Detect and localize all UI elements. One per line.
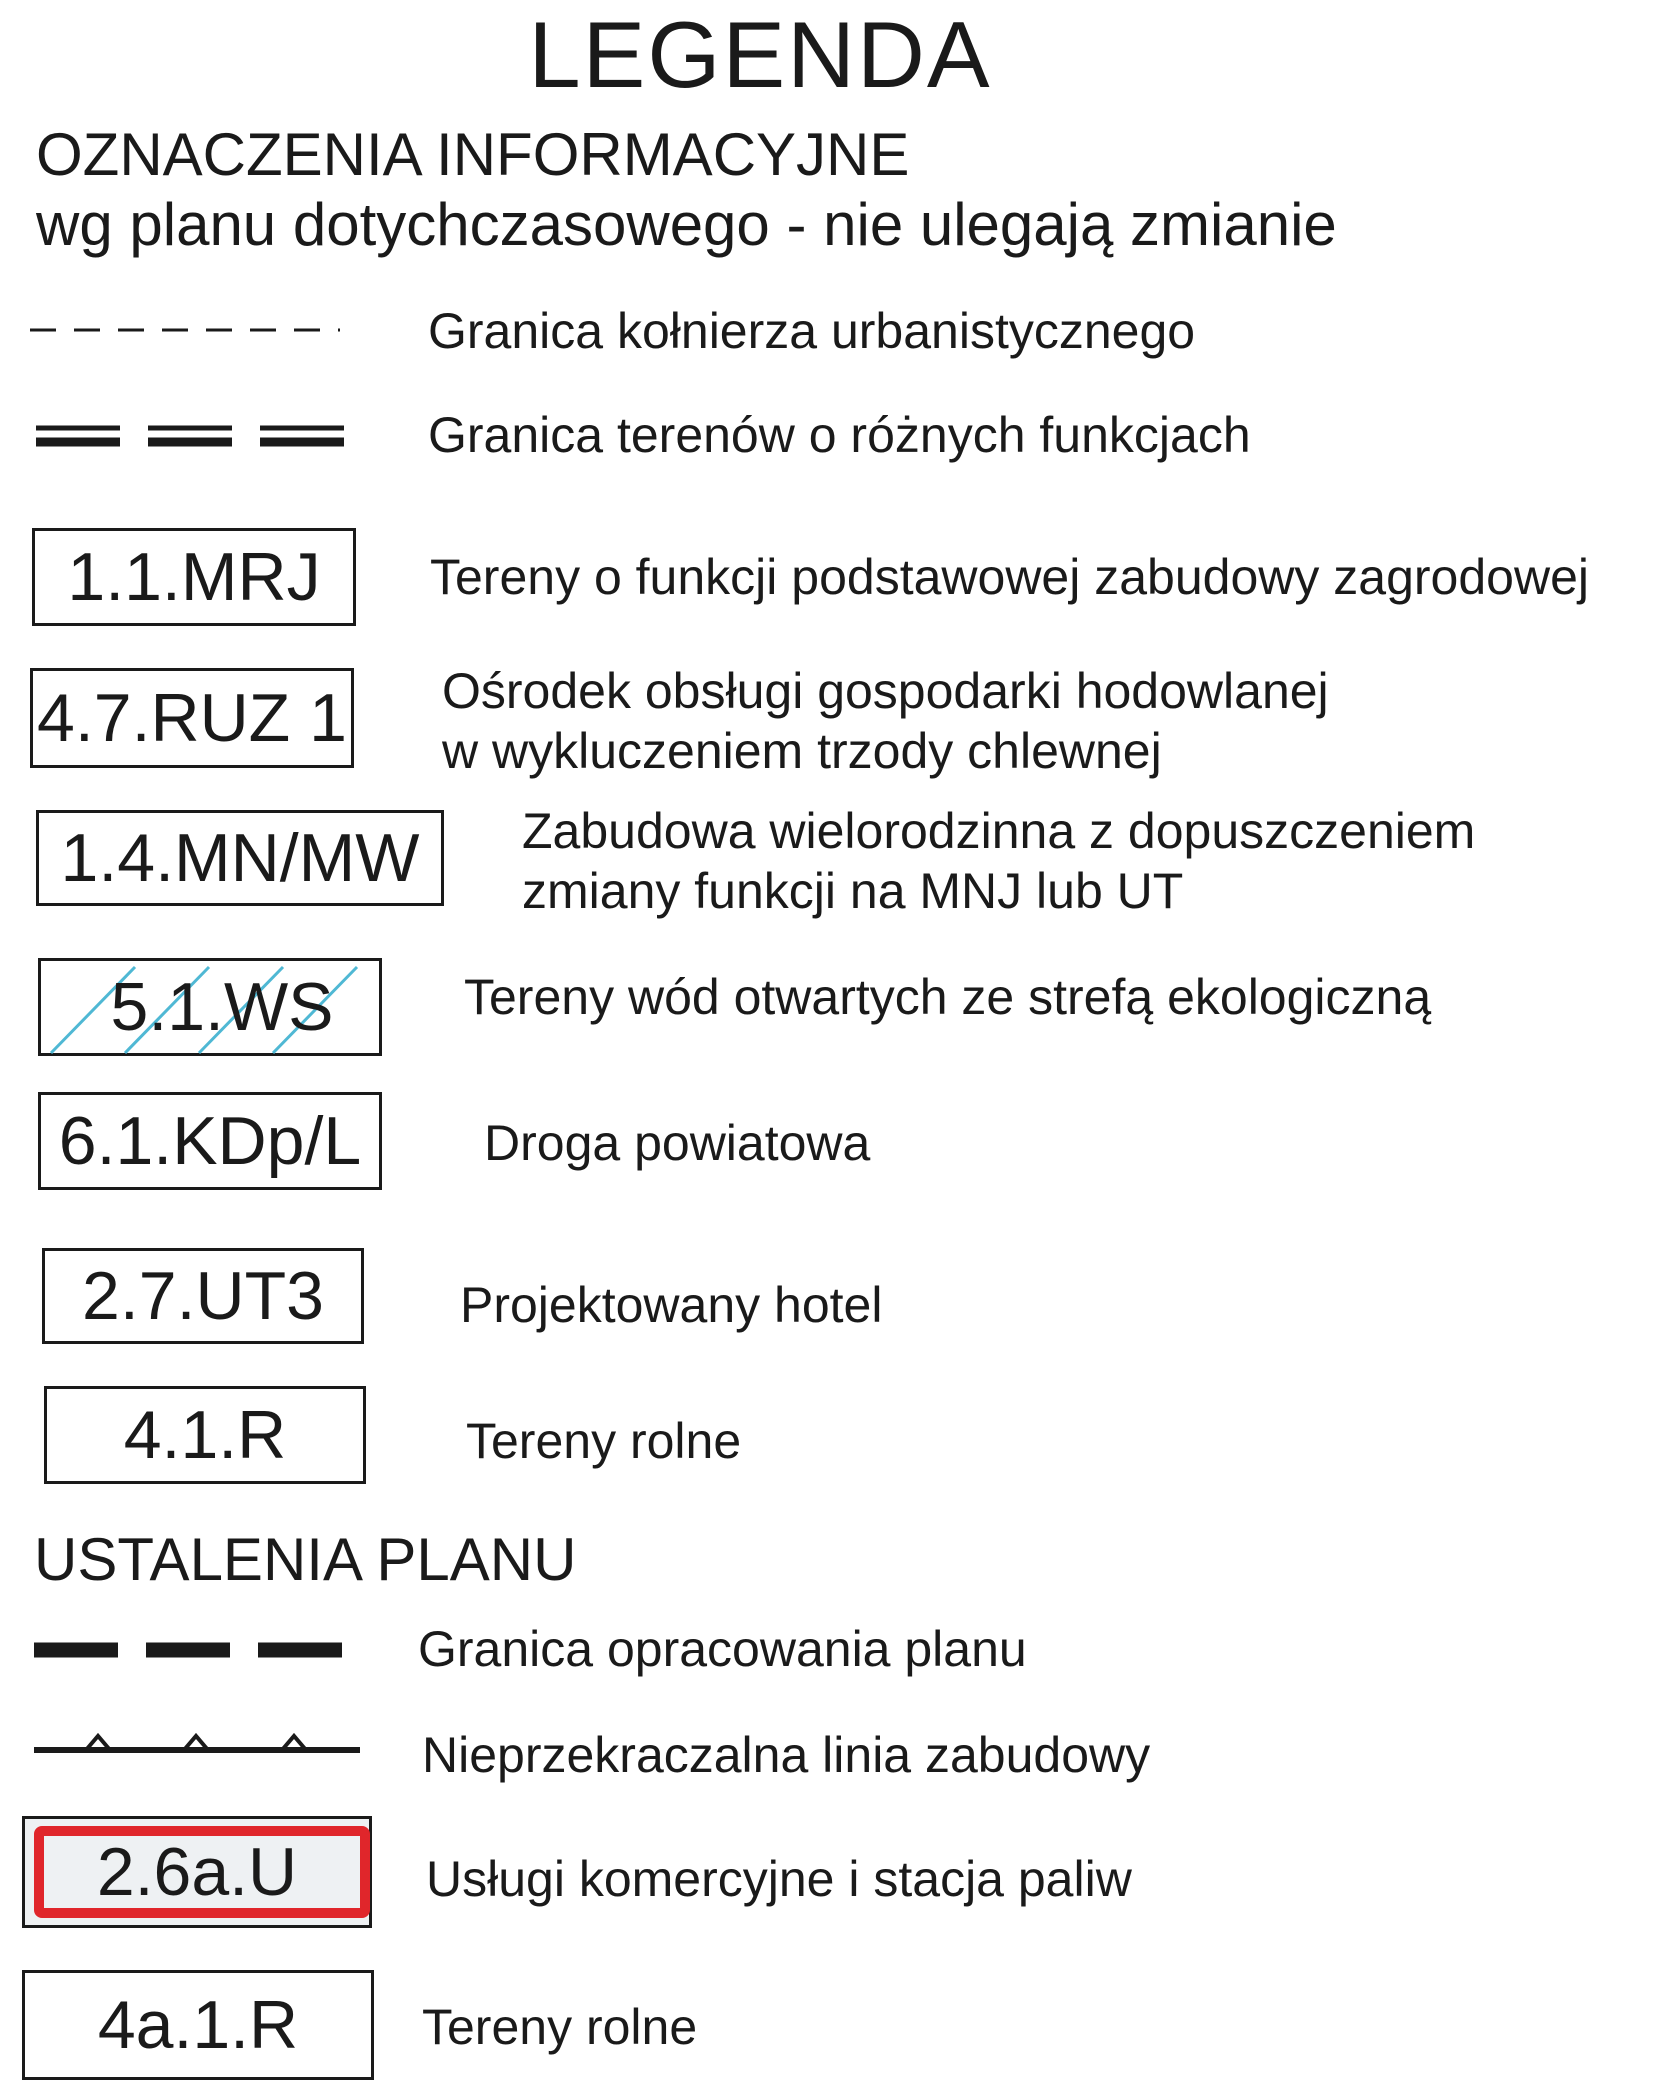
- zone-description: Tereny rolne: [422, 1999, 698, 2055]
- zone-code: 2.7.UT3: [82, 1258, 324, 1334]
- zone-code-box: [44, 1386, 366, 1484]
- zone-description-line1: Zabudowa wielorodzinna z dopuszczeniem: [522, 803, 1476, 859]
- zone-code-box: [22, 1970, 374, 2080]
- double-dashed-line-symbol: [36, 422, 344, 452]
- legend-label-urban-collar: Granica kołnierza urbanistycznego: [428, 303, 1196, 359]
- thick-dashed-line-symbol: [34, 1640, 344, 1660]
- zone-code: 4a.1.R: [97, 1987, 299, 2063]
- zone-description: Tereny wód otwartych ze strefą ekologiczną: [464, 969, 1432, 1025]
- zone-code-box-water: [38, 958, 382, 1056]
- zone-code: 4.1.R: [123, 1397, 287, 1473]
- zone-code-box: [32, 528, 356, 626]
- zone-code-box: [42, 1248, 364, 1344]
- zone-description: Droga powiatowa: [484, 1115, 871, 1171]
- zone-code-box: [36, 810, 444, 906]
- zone-code-box: [38, 1092, 382, 1190]
- zone-code: 1.4.MN/MW: [60, 820, 420, 896]
- building-line-symbol: [34, 1728, 360, 1758]
- zone-description-line2: w wykluczeniem trzody chlewnej: [442, 723, 1162, 779]
- zone-code: 4.7.RUZ 1: [37, 680, 347, 756]
- zone-description: Projektowany hotel: [460, 1277, 883, 1333]
- zone-description: Tereny o funkcji podstawowej zabudowy zagrodowej: [430, 549, 1589, 605]
- zone-code: 5.1.WS: [110, 969, 334, 1045]
- zone-description: Tereny rolne: [466, 1413, 742, 1469]
- zone-description-line1: Ośrodek obsługi gospodarki hodowlanej: [442, 663, 1329, 719]
- legend-label-plan-boundary: Granica opracowania planu: [418, 1621, 1027, 1677]
- info-section-heading: OZNACZENIA INFORMACYJNE: [36, 121, 910, 188]
- zone-description-line2: zmiany funkcji na MNJ lub UT: [522, 863, 1184, 919]
- legend-label-building-line: Nieprzekraczalna linia zabudowy: [422, 1727, 1151, 1783]
- info-section-subheading: wg planu dotychczasowego - nie ulegają zmianie: [36, 191, 1337, 258]
- zone-code: 1.1.MRJ: [67, 539, 321, 615]
- zone-code: 2.6a.U: [96, 1834, 298, 1910]
- legend-label-function-boundary: Granica terenów o różnych funkcjach: [428, 407, 1251, 463]
- thin-dashed-line-symbol: [30, 320, 340, 340]
- zone-code-box: [30, 668, 354, 768]
- plan-section-heading: USTALENIA PLANU: [34, 1526, 577, 1593]
- zone-description: Usługi komercyjne i stacja paliw: [426, 1851, 1132, 1907]
- legend-title: LEGENDA: [528, 2, 992, 107]
- zone-code: 6.1.KDp/L: [58, 1103, 362, 1179]
